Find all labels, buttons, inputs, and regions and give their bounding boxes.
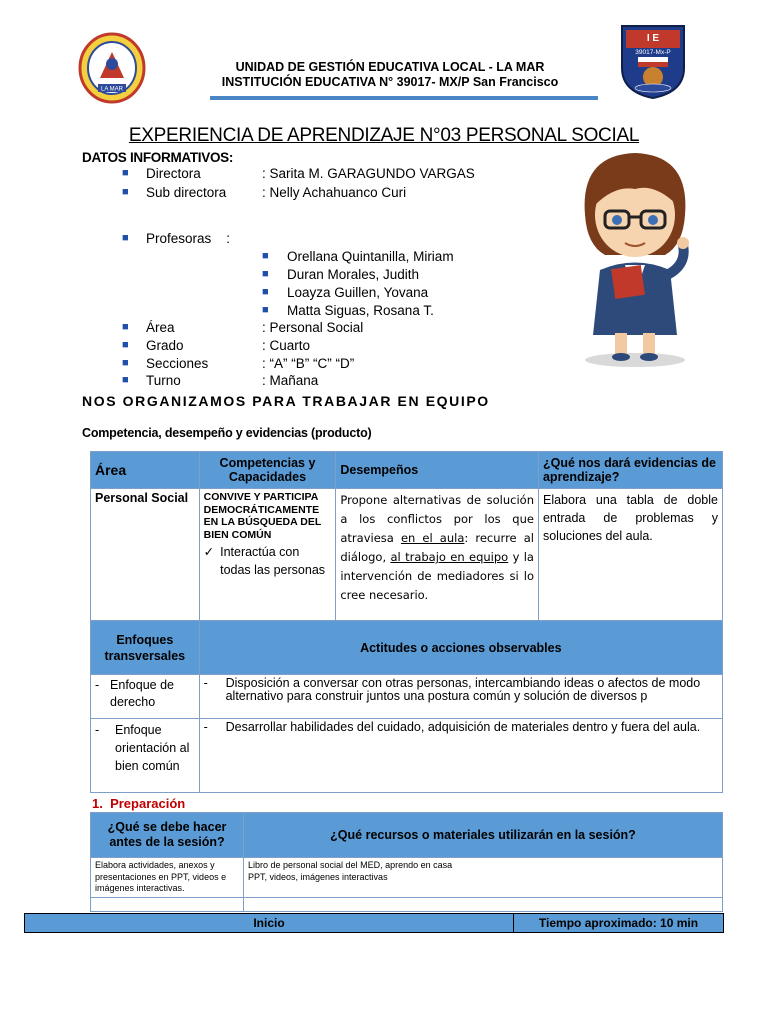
cell-desempeno <box>336 489 539 621</box>
cell-antes-sesion: Elabora actividades, anexos y presentaciones en PPT, videos e imágenes interactivas. <box>91 858 244 898</box>
inicio-tiempo: Tiempo aproximado: 10 min <box>514 914 723 932</box>
logo-right-top: I E <box>646 33 660 44</box>
desempeno-text-2: : recurre al diálogo, <box>340 531 534 564</box>
bullet-icon: ■ <box>122 321 129 333</box>
header-desempenos: Desempeños <box>336 452 539 489</box>
secciones-value: : “A” “B” “C” “D” <box>262 356 355 371</box>
bullet-icon: ■ <box>262 250 269 262</box>
section-heading: NOS ORGANIZAMOS PARA TRABAJAR EN EQUIPO <box>82 393 490 409</box>
recurso-line-1: Libro de personal social del MED, aprendo en casa <box>248 860 453 870</box>
header-actitudes: Actitudes o acciones observables <box>199 621 722 675</box>
grado-label: Grado <box>146 338 184 353</box>
school-seal-logo-left <box>78 32 146 104</box>
bullet-icon: ■ <box>262 286 269 298</box>
bullet-icon: ■ <box>262 268 269 280</box>
bullet-icon: ■ <box>122 186 129 198</box>
header-divider <box>210 96 598 100</box>
turno-value: : Mañana <box>262 373 319 388</box>
school-shield-logo-right <box>618 22 688 100</box>
recurso-line-2: PPT, videos, imágenes interactivas <box>248 871 388 882</box>
enfoque-1: Enfoque de derecho <box>110 678 174 709</box>
datos-heading: DATOS INFORMATIVOS: <box>82 150 234 165</box>
header-line-1: UNIDAD DE GESTIÓN EDUCATIVA LOCAL - LA MAR <box>235 60 545 74</box>
header-competencias: Competencias y Capacidades <box>199 452 336 489</box>
preparacion-heading: 1. Preparación <box>92 796 186 811</box>
empty-cell <box>91 898 244 912</box>
profesora-4: Matta Siguas, Rosana T. <box>287 303 434 318</box>
inicio-label: Inicio <box>25 914 514 932</box>
teacher-illustration <box>555 145 715 370</box>
empty-cell <box>244 898 723 912</box>
enfoque-2: Enfoque orientación al bien común <box>115 723 190 773</box>
bullet-icon: ■ <box>262 304 269 316</box>
actitud-1: Disposición a conversar con otras personas, intercambiando ideas o afectos de modo alternativo para construir juntos una postura común y solución de diversos p <box>225 676 701 703</box>
grado-value: : Cuarto <box>262 338 311 353</box>
header-recursos: ¿Qué recursos o materiales utilizarán en la sesión? <box>244 813 723 858</box>
check-icon: ✓ <box>203 545 215 559</box>
directora-label: Directora <box>146 166 201 181</box>
bullet-icon: ■ <box>122 374 129 386</box>
bullet-icon: ■ <box>122 357 129 369</box>
area-value: : Personal Social <box>262 320 364 335</box>
cell-evidencia: Elabora una tabla de doble entrada de problemas y soluciones del aula. <box>538 489 722 621</box>
profesora-3: Loayza Guillen, Yovana <box>287 285 429 300</box>
bullet-icon: ■ <box>122 339 129 351</box>
bullet-icon: ■ <box>122 232 129 244</box>
profesoras-label: Profesoras : <box>146 231 231 246</box>
header-line-2: INSTITUCIÓN EDUCATIVA N° 39017- MX/P San Francisco <box>221 75 559 89</box>
header-enfoques: Enfoques transversales <box>91 621 200 675</box>
directora-value: : Sarita M. GARAGUNDO VARGAS <box>262 166 475 181</box>
area-label: Área <box>146 320 175 335</box>
logo-right-code: 39017-Mx-P <box>635 49 671 56</box>
bullet-icon: ■ <box>122 167 129 179</box>
page-title: EXPERIENCIA DE APRENDIZAJE N°03 PERSONAL SOCIAL <box>128 125 640 146</box>
subdirectora-label: Sub directora <box>146 185 227 200</box>
logo-left-text: LA MAR <box>100 86 124 93</box>
desempeno-text-3: y la intervención de mediadores si lo cree necesario. <box>340 550 534 602</box>
competencia-title: CONVIVE Y PARTICIPA DEMOCRÁTICAMENTE EN LA BÚSQUEDA DEL BIEN COMÚN <box>203 491 322 541</box>
header-antes-sesion: ¿Qué se debe hacer antes de la sesión? <box>91 813 244 858</box>
cell-area: Personal Social <box>91 489 200 621</box>
inicio-bar <box>24 913 724 933</box>
subdirectora-value: : Nelly Achahuanco Curi <box>262 185 407 200</box>
desempeno-text-1: Propone alternativas de solución a los conflictos por los que atraviesa <box>340 493 534 545</box>
turno-label: Turno <box>146 373 181 388</box>
profesora-2: Duran Morales, Judith <box>287 267 420 282</box>
subheading: Competencia, desempeño y evidencias (producto) <box>82 426 372 440</box>
profesora-1: Orellana Quintanilla, Miriam <box>287 249 454 264</box>
competencia-item: Interactúa con todas las personas <box>220 545 326 577</box>
secciones-label: Secciones <box>146 356 209 371</box>
header-area: Área <box>91 452 200 489</box>
competencias-table: Área Competencias y Capacidades Desempeños ¿Qué nos dará evidencias de aprendizaje? Personal Social CONVIVE Y PARTICIPA DEMOCRÁTICAMENTE EN LA BÚSQUEDA DEL BIEN COMÚN ✓ Interactúa con todas las personas Propone alternativas de solución a los conflictos por los que atraviesa en el aula: recurre al diálogo, al trabajo en equipo y la intervención de mediadores si lo cree necesario. Elabora una tabla de doble entrada de problemas y soluciones del aula. Enfoques transversales Actitudes o acciones observables - Enfoque de derecho - Disposición a conversar con otras personas, intercambiando ideas o afectos de modo alternativo para construir juntos una postura común y solución de diversos p - Enfoque orientación al bien común - Desarrollar habilidades del cuidado, adquisición de materiales dentro y fuera del aula. <box>90 451 723 793</box>
header-evidencias: ¿Qué nos dará evidencias de aprendizaje? <box>538 452 722 489</box>
actitud-2: Desarrollar habilidades del cuidado, adquisición de materiales dentro y fuera del aula. <box>225 720 701 734</box>
desempeno-underline-2: al trabajo en equipo <box>390 550 509 564</box>
preparacion-table <box>90 812 723 912</box>
desempeno-underline-1: en el aula <box>400 531 465 545</box>
